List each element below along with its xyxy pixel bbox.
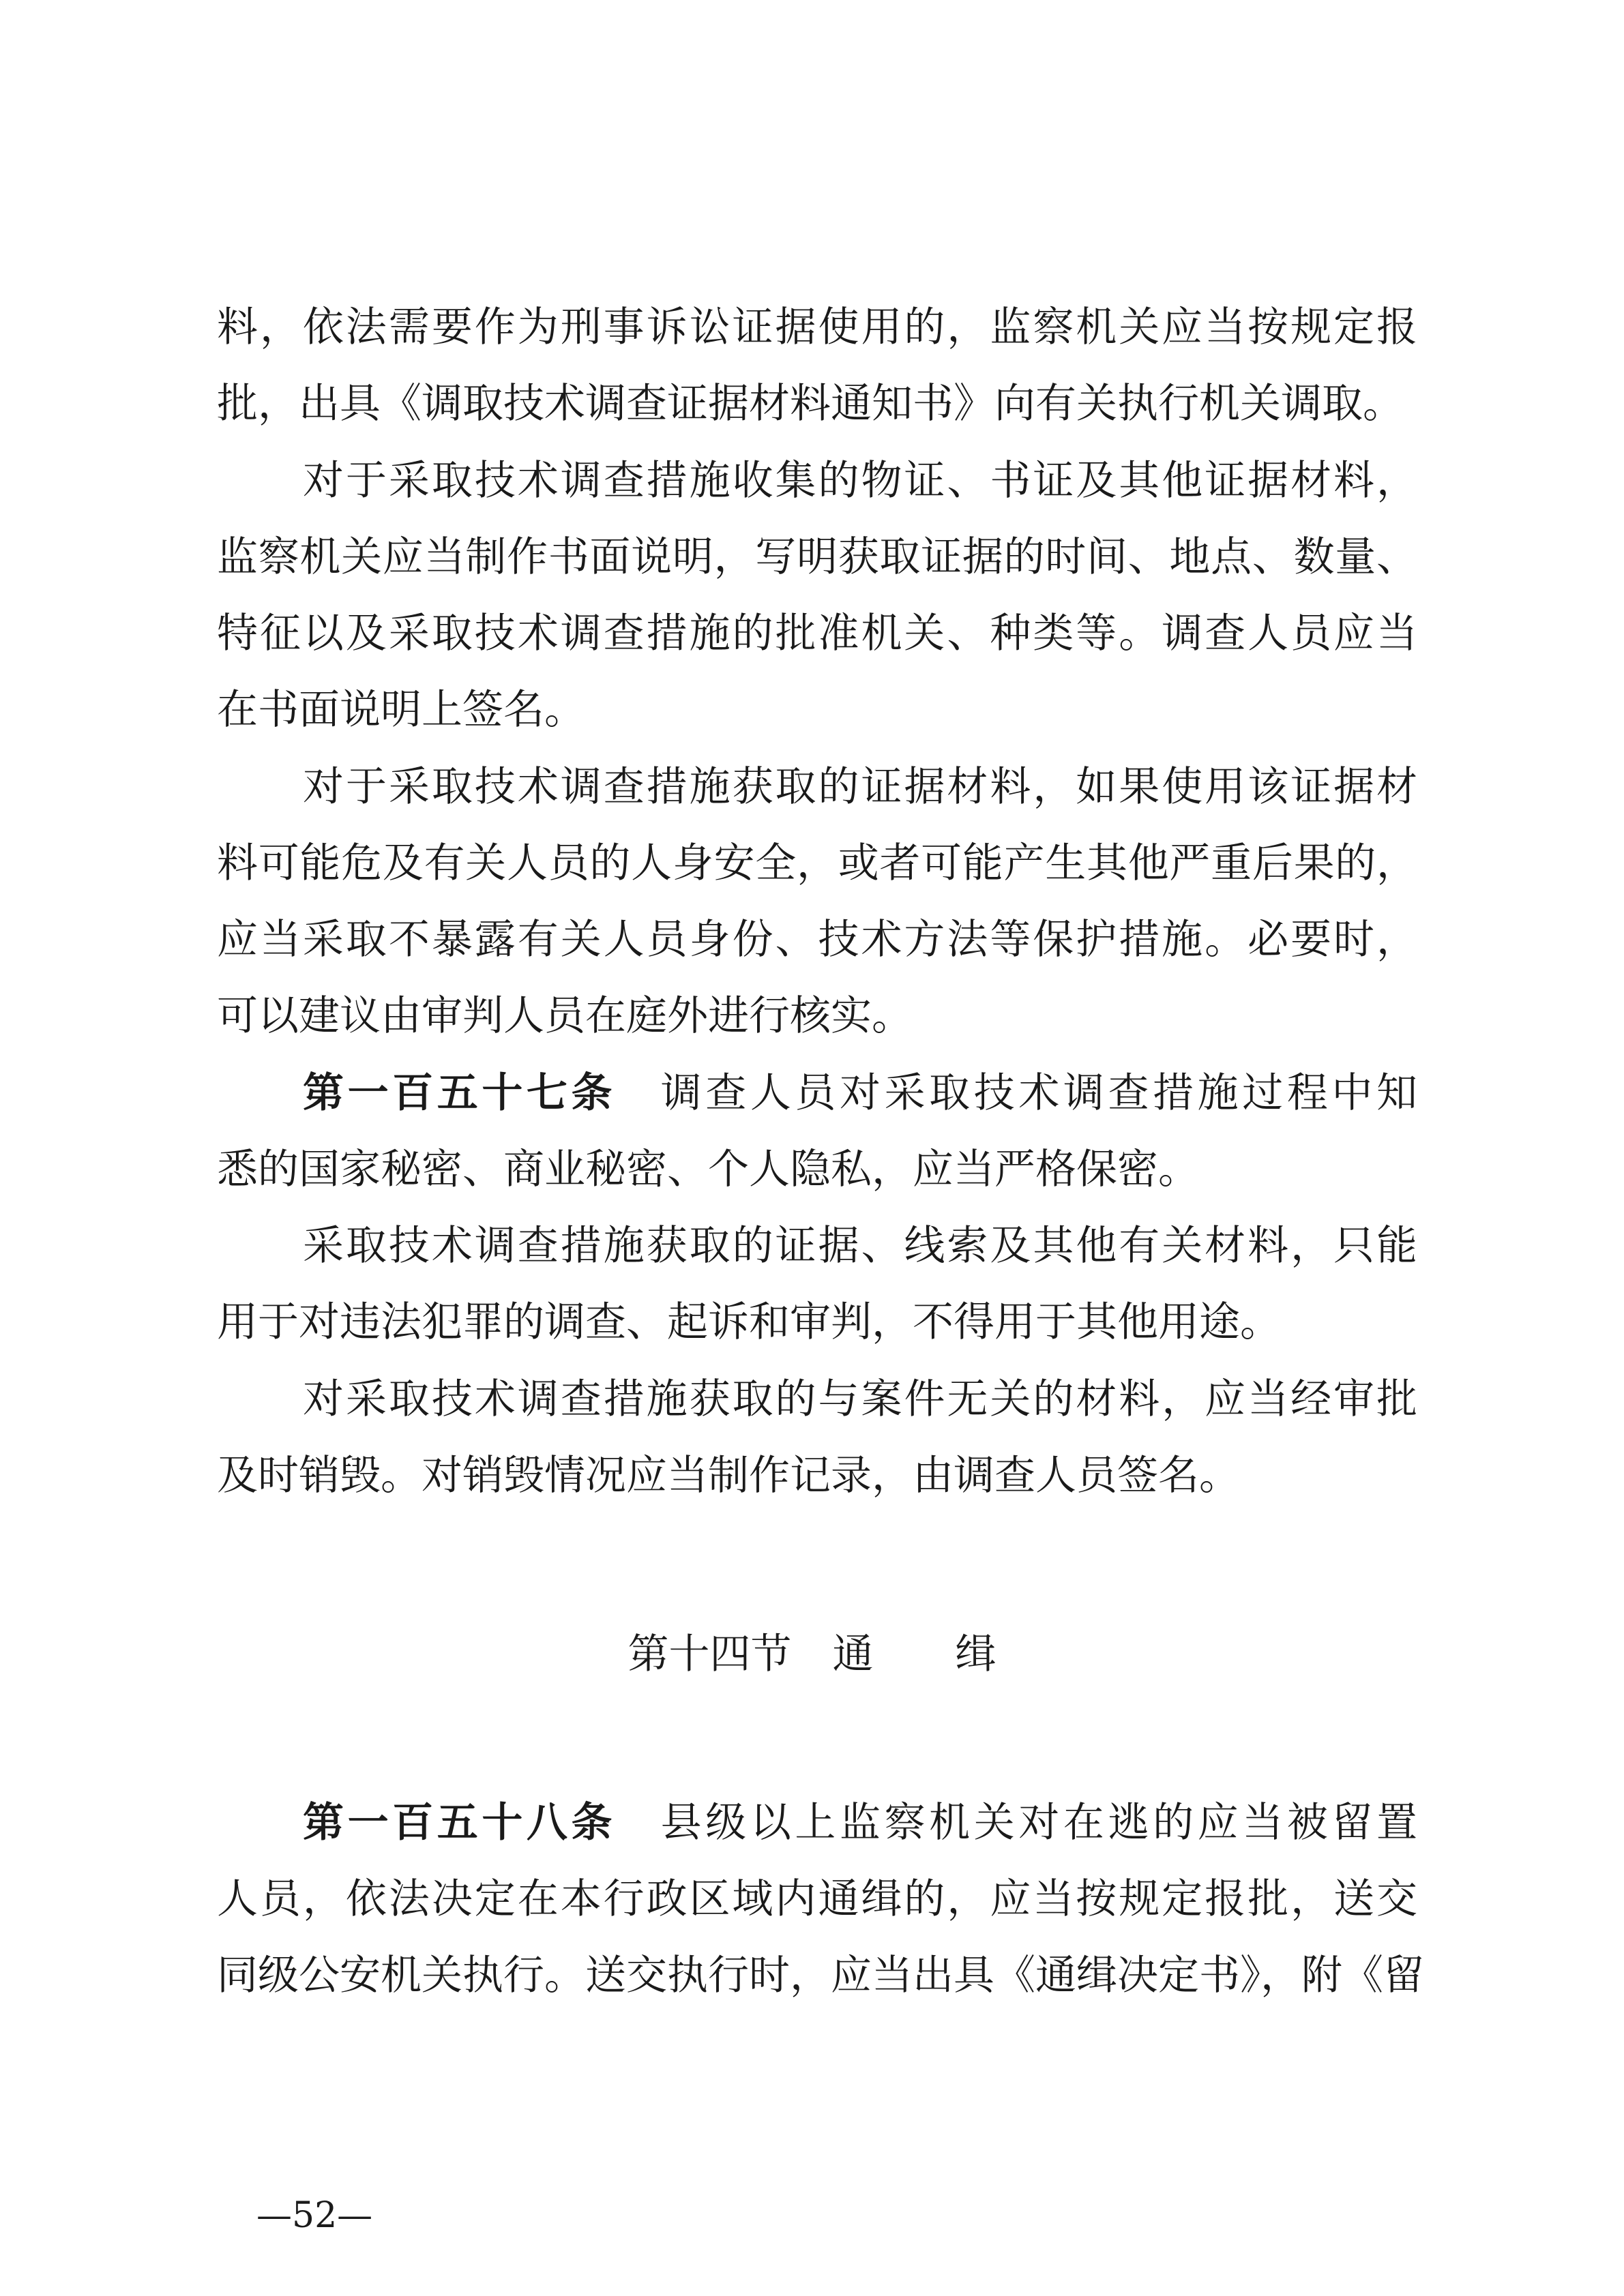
article-158-first-line xyxy=(303,1795,1417,1850)
article-157-first-line xyxy=(303,1066,1417,1120)
paragraph-line: 对于采取技术调查措施收集的物证、书证及其他证据材料， xyxy=(303,457,1417,505)
paragraph-line: 应当采取不暴露有关人员身份、技术方法等保护措施。必要时， xyxy=(217,916,1417,964)
paragraph-line: 特征以及采取技术调查措施的批准机关、种类等。调查人员应当 xyxy=(217,610,1417,657)
article-number: 第一百五十八条 xyxy=(303,1799,617,1847)
paragraph-line: 同级公安机关执行。送交执行时，应当出具《通缉决定书》，附《留 xyxy=(217,1952,1424,1999)
paragraph-line: 监察机关应当制作书面说明，写明获取证据的时间、地点、数量、 xyxy=(217,533,1417,581)
paragraph-line: 对采取技术调查措施获取的与案件无关的材料，应当经审批 xyxy=(303,1375,1417,1423)
paragraph-line: 及时销毁。对销毁情况应当制作记录，由调查人员签名。 xyxy=(217,1452,1240,1500)
paragraph-line: 悉的国家秘密、商业秘密、个人隐私，应当严格保密。 xyxy=(217,1146,1199,1193)
section-heading: 第十四节 通 缉 xyxy=(628,1630,996,1678)
paragraph-line: 在书面说明上签名。 xyxy=(217,686,585,734)
page-number: —52— xyxy=(256,2195,373,2236)
article-number: 第一百五十七条 xyxy=(303,1069,617,1117)
paragraph-line: 采取技术调查措施获取的证据、线索及其他有关材料，只能 xyxy=(303,1222,1417,1270)
paragraph-line: 用于对违法犯罪的调查、起诉和审判，不得用于其他用途。 xyxy=(217,1298,1281,1346)
article-text: 调查人员对采取技术调查措施过程中知 xyxy=(657,1069,1418,1117)
paragraph-line: 可以建议由审判人员在庭外进行核实。 xyxy=(217,992,913,1040)
paragraph-line: 料，依法需要作为刑事诉讼证据使用的，监察机关应当按规定报 xyxy=(217,303,1417,351)
paragraph-line: 批，出具《调取技术调查证据材料通知书》向有关执行机关调取。 xyxy=(217,380,1404,428)
paragraph-line: 对于采取技术调查措施获取的证据材料，如果使用该证据材 xyxy=(303,763,1417,811)
paragraph-line: 人员，依法决定在本行政区域内通缉的，应当按规定报批，送交 xyxy=(217,1875,1417,1923)
paragraph-line: 料可能危及有关人员的人身安全，或者可能产生其他严重后果的， xyxy=(217,839,1417,887)
article-text: 县级以上监察机关对在逃的应当被留置 xyxy=(657,1799,1418,1847)
